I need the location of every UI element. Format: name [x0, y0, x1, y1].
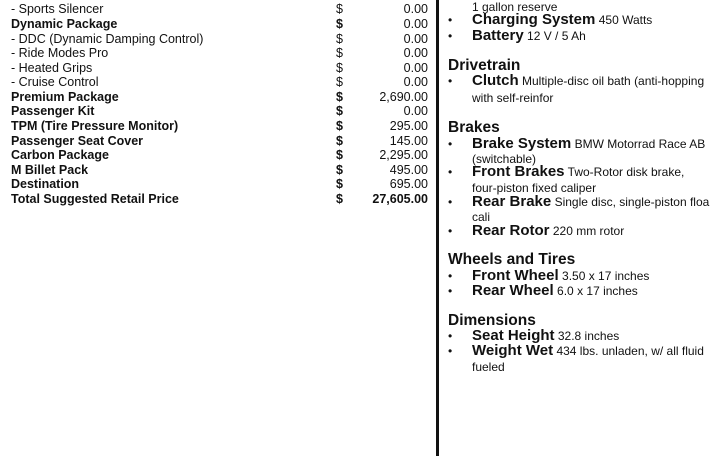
- section-title-dimensions: Dimensions: [448, 312, 536, 329]
- spec-value: Two-Rotor disk brake,: [567, 165, 685, 179]
- spec-name: Seat Height: [472, 327, 555, 344]
- price-amount: 295.00: [389, 119, 428, 133]
- price-row-passenger-kit: [0, 104, 436, 119]
- currency-symbol: $: [336, 104, 343, 118]
- currency-symbol: $: [336, 134, 343, 148]
- spec-value: 6.0 x 17 inches: [557, 284, 638, 298]
- bullet-icon: •: [448, 74, 453, 88]
- spec-value: 434 lbs. unladen, w/ all fluid: [556, 344, 704, 358]
- total-amount: 27,605.00: [372, 192, 428, 206]
- price-amount: 0.00: [403, 46, 428, 60]
- price-row-cruise-control: [0, 75, 436, 90]
- price-amount: 0.00: [403, 17, 428, 31]
- currency-symbol: $: [336, 119, 343, 133]
- bullet-icon: •: [448, 137, 453, 151]
- price-row-sports-silencer: [0, 2, 436, 17]
- price-label: - Ride Modes Pro: [11, 46, 109, 60]
- price-amount: 0.00: [403, 2, 428, 16]
- bullet-icon: •: [448, 224, 453, 238]
- spec-continuation: with self-reinfor: [472, 91, 554, 105]
- price-row-tpm: [0, 119, 436, 134]
- currency-symbol: $: [336, 32, 343, 46]
- spec-value: 450 Watts: [598, 13, 653, 27]
- currency-symbol: $: [336, 192, 343, 206]
- price-amount: 0.00: [403, 104, 428, 118]
- spec-value: 3.50 x 17 inches: [562, 269, 650, 283]
- spec-name: Clutch: [472, 72, 519, 89]
- price-label: Carbon Package: [11, 148, 109, 162]
- total-price-row: [0, 192, 436, 207]
- spec-value: 12 V / 5 Ah: [527, 29, 586, 43]
- total-label: Total Suggested Retail Price: [11, 192, 179, 206]
- spec-continuation: (switchable): [472, 152, 537, 166]
- section-title-wheels: Wheels and Tires: [448, 251, 576, 268]
- price-row-destination: [0, 177, 436, 192]
- price-label: Destination: [11, 177, 80, 191]
- spec-value: 220 mm rotor: [552, 224, 625, 238]
- bullet-icon: •: [448, 269, 453, 283]
- currency-symbol: $: [336, 163, 343, 177]
- price-label: - DDC (Dynamic Damping Control): [11, 32, 204, 46]
- bullet-icon: •: [448, 284, 453, 298]
- price-row-ddc: [0, 32, 436, 47]
- price-row-dynamic-package: [0, 17, 436, 32]
- bullet-icon: •: [448, 13, 453, 27]
- price-row-heated-grips: [0, 61, 436, 76]
- spec-name: Rear Rotor: [472, 222, 550, 239]
- price-label: - Sports Silencer: [11, 2, 104, 16]
- spec-name: Battery: [472, 27, 524, 44]
- spec-name: Rear Brake: [472, 193, 552, 210]
- spec-name: Brake System: [472, 135, 572, 152]
- spec-name: Front Wheel: [472, 267, 559, 284]
- spec-value: Single disc, single-piston floa: [554, 195, 710, 209]
- currency-symbol: $: [336, 177, 343, 191]
- price-row-passenger-seat-cover: [0, 134, 436, 149]
- currency-symbol: $: [336, 46, 343, 60]
- price-amount: 0.00: [403, 61, 428, 75]
- price-label: - Cruise Control: [11, 75, 99, 89]
- price-amount: 2,690.00: [379, 90, 428, 104]
- price-amount: 145.00: [389, 134, 428, 148]
- price-label: M Billet Pack: [11, 163, 89, 177]
- spec-name: Weight Wet: [472, 342, 554, 359]
- currency-symbol: $: [336, 148, 343, 162]
- spec-name: Rear Wheel: [472, 282, 554, 299]
- price-amount: 695.00: [389, 177, 428, 191]
- price-row-carbon-package: [0, 148, 436, 163]
- price-amount: 0.00: [403, 32, 428, 46]
- spec-continuation: cali: [472, 210, 491, 224]
- bullet-icon: •: [448, 195, 453, 209]
- currency-symbol: $: [336, 61, 343, 75]
- price-label: Passenger Seat Cover: [11, 134, 144, 148]
- price-row-ride-modes-pro: [0, 46, 436, 61]
- spec-continuation: fueled: [472, 360, 505, 374]
- section-title-brakes: Brakes: [448, 119, 500, 136]
- currency-symbol: $: [336, 2, 343, 16]
- spec-value: BMW Motorrad Race AB: [574, 137, 706, 151]
- fuel-reserve-text: 1 gallon reserve: [472, 0, 558, 14]
- price-label: Passenger Kit: [11, 104, 95, 118]
- spec-continuation: four-piston fixed caliper: [472, 181, 597, 195]
- price-amount: 2,295.00: [379, 148, 428, 162]
- spec-name: Charging System: [472, 11, 596, 28]
- currency-symbol: $: [336, 17, 343, 31]
- price-label: TPM (Tire Pressure Monitor): [11, 119, 179, 133]
- spec-name: Front Brakes: [472, 163, 565, 180]
- currency-symbol: $: [336, 75, 343, 89]
- price-label: - Heated Grips: [11, 61, 93, 75]
- price-row-m-billet-pack: [0, 163, 436, 178]
- spec-sheet: [439, 0, 723, 456]
- currency-symbol: $: [336, 90, 343, 104]
- price-amount: 0.00: [403, 75, 428, 89]
- price-label: Premium Package: [11, 90, 119, 104]
- bullet-icon: •: [448, 29, 453, 43]
- bullet-icon: •: [448, 329, 453, 343]
- price-amount: 495.00: [389, 163, 428, 177]
- bullet-icon: •: [448, 165, 453, 179]
- bullet-icon: •: [448, 344, 453, 358]
- price-label: Dynamic Package: [11, 17, 118, 31]
- section-title-drivetrain: Drivetrain: [448, 57, 521, 74]
- spec-value: Multiple-disc oil bath (anti-hopping: [522, 74, 705, 88]
- price-row-premium-package: [0, 90, 436, 105]
- spec-value: 32.8 inches: [557, 329, 620, 343]
